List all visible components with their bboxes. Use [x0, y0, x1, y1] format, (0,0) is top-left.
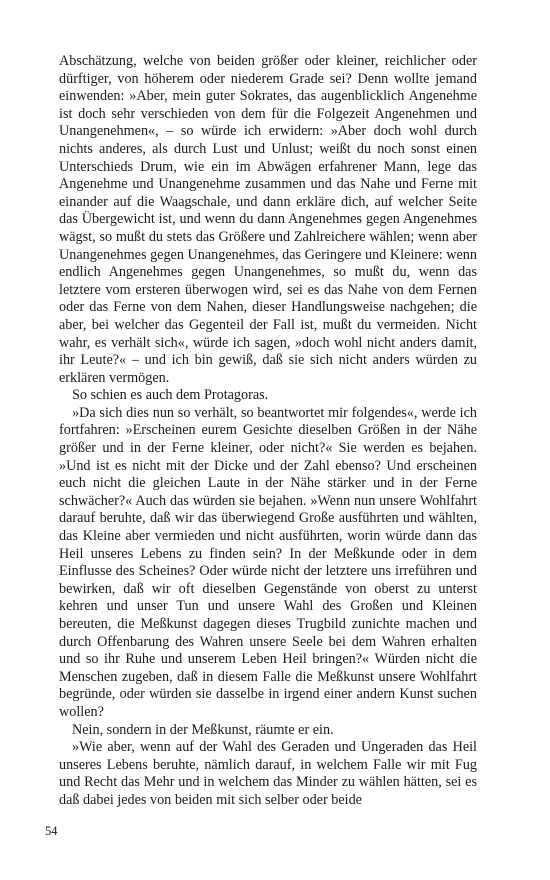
- paragraph-4: Nein, sondern in der Meßkunst, räumte er ein.: [72, 721, 334, 738]
- paragraph-2: So schien es auch dem Protagoras.: [72, 387, 269, 404]
- paragraph-3: »Da sich dies nun so verhält, so beantwortet mir folgendes«, werde ich fortfahren: »Erscheinen eurem Gesichte dieselben Größen in der Nähe größer und in der Ferne kleiner, oder nicht?« Sie werden es bejahen. »Und ist es nicht mit der Dicke und der Zahl ebenso? Und erscheinen euch nicht die gleichen Laute in der Nähe stärker und in der Ferne schwächer?« Auch das würden sie bejahen. »Wenn nun unsere Wohlfahrt darauf beruhte, daß wir das überwiegend Große ausführten und wählten, das Kleine aber vermieden und nicht ausführten, worin würde dann das Heil unseres Lebens zu finden sein? In der Meßkunde oder in dem Einflusse des Scheines? Oder würde nicht der letztere uns irreführen und bewirken, daß wir oft dieselben Gegenstände von oberst zu unterst kehren und unser Tun und unsere Wahl des Großen und Kleinen bereuten, die Meßkunst dagegen dieses Trugbild zunichte machen und durch Offenbarung des Wahren unsere Seele bei dem Wahren erhalten und so ihr Ruhe und unserem Leben Heil bringen?« Würden nicht die Menschen zugeben, daß in diesem Falle die Meßkunst unsere Wohlfahrt begründe, oder würden sie dasselbe in irgend einer andern Kunst suchen wollen?: [59, 404, 477, 720]
- paragraph-1: Abschätzung, welche von beiden größer oder kleiner, reichlicher oder dürftiger, von höherem oder niederem Grade sei? Denn wollte jemand einwenden: »Aber, mein guter Sokrates, das augenblicklich Angenehme ist doch sehr verschieden von dem für die Folgezeit Angenehmen und Unangenehmen«, – so würde ich erwidern: »Aber doch wohl durch nichts anderes, als durch Lust und Unlust; weißt du noch sonst einen Unterschieds Drum, wie ein im Abwägen erfahrener Mann, lege das Angenehme und Unangenehme zusammen und das Nahe und Ferne mit einander auf die Waagschale, und dann erkläre dich, auf welcher Seite das Übergewicht ist, und wenn du dann Angenehmes gegen Angenehmes wägst, so mußt du stets das Größere und Zahlreichere wählen; wenn aber Unangenehmes gegen Unangenehmes, das Geringere und Kleinere: wenn endlich Angenehmes gegen Unangenehmes, so mußt du, wenn das letztere vom ersteren überwogen wird, sei es das Nahe von dem Fernen oder das Ferne von dem Nahen, dieser Handlungsweise nachgehen; die aber, bei welcher das Gegenteil der Fall ist, mußt du vermeiden. Nicht wahr, es verhält sich«, würde ich sagen, »doch wohl nicht anders damit, ihr Leute?« – und ich bin gewiß, daß sie sich nicht anders würden zu erklären vermögen.: [59, 53, 477, 386]
- paragraph-5: »Wie aber, wenn auf der Wahl des Geraden und Ungeraden das Heil unseres Lebens beruhte, nämlich darauf, in welchem Falle wir mit Fug und Recht das Mehr und in welchem das Minder zu wählen hätten, sei es daß dabei jedes von beiden mit sich selber oder beide: [59, 739, 477, 808]
- page-number: 54: [45, 824, 58, 838]
- body-text: [59, 53, 477, 810]
